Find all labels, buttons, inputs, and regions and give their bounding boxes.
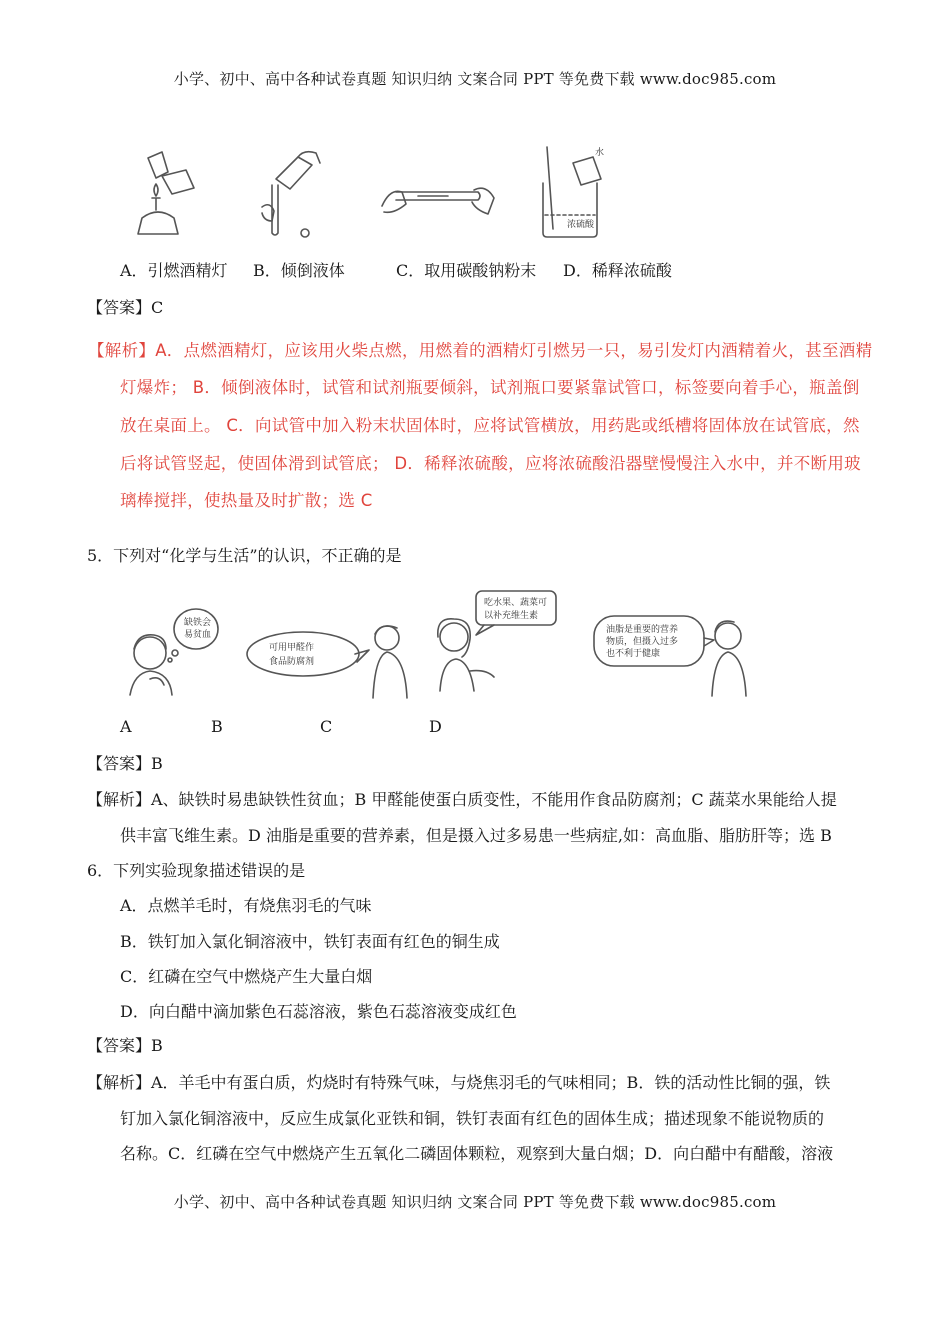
q4-option-c: C．取用碳酸钠粉末: [396, 261, 537, 280]
acid-label: 浓硫酸: [567, 220, 595, 230]
bubble-b-line-1: 可用甲醛作: [269, 643, 315, 653]
q5-label-a: A: [120, 717, 132, 736]
q5-label-b: B: [211, 717, 223, 736]
q5-label-c: C: [320, 717, 333, 736]
bubble-c-line-1: 吃水果、蔬菜可: [484, 598, 548, 608]
bubble-d-line-3: 也不利于健康: [606, 649, 661, 659]
q4-explanation-line-1: 【解析】A．点燃酒精灯，应该用火柴点燃，用燃着的酒精灯引燃另一只，易引发灯内酒精着火，甚至酒精: [88, 341, 873, 360]
figure-alcohol-lamp: [128, 148, 208, 238]
page-footer: 小学、初中、高中各种试卷真题 知识归纳 文案合同 PPT 等免费下载 www.doc985.com: [173, 1193, 777, 1211]
q4-explanation-line-2: 灯爆炸； B．倾倒液体时，试管和试剂瓶要倾斜，试剂瓶口要紧靠试管口，标签要向着手心，瓶盖倒: [120, 378, 860, 397]
q4-explanation-line-5: 璃棒搅拌，使热量及时扩散；选 C: [120, 491, 373, 510]
q5-figure-a: [120, 605, 230, 697]
q4-option-a: A．引燃酒精灯: [120, 261, 228, 280]
q6-explanation-line-2: 钉加入氯化铜溶液中，反应生成氯化亚铁和铜，铁钉表面有红色的固体生成；描述现象不能说物质的: [120, 1109, 825, 1128]
q5-answer: 【答案】B: [87, 754, 163, 773]
q6-option-c: C．红磷在空气中燃烧产生大量白烟: [120, 967, 373, 986]
q4-option-d: D．稀释浓硫酸: [563, 261, 672, 280]
q6-answer: 【答案】B: [87, 1036, 163, 1055]
q5-question: 5．下列对“化学与生活”的认识，不正确的是: [87, 546, 402, 565]
water-label: 水: [595, 148, 605, 158]
figure-pour-liquid: [250, 145, 330, 240]
q5-explanation-line-1: 【解析】A、缺铁时易患缺铁性贫血；B 甲醛能使蛋白质变性，不能用作食品防腐剂；C 蔬菜水果能给人提: [87, 790, 837, 809]
q6-explanation-line-3: 名称。C．红磷在空气中燃烧产生五氧化二磷固体颗粒，观察到大量白烟；D．向白醋中有醋酸，溶液: [120, 1144, 834, 1163]
figure-take-powder: [378, 170, 498, 230]
q6-option-a: A．点燃羊毛时，有烧焦羽毛的气味: [120, 896, 372, 915]
q6-explanation-line-1: 【解析】A．羊毛中有蛋白质，灼烧时有特殊气味，与烧焦羽毛的气味相同；B．铁的活动性比铜的强，铁: [87, 1073, 831, 1092]
bubble-b-line-2: 食品防腐剂: [269, 657, 315, 667]
page-header: 小学、初中、高中各种试卷真题 知识归纳 文案合同 PPT 等免费下载 www.doc985.com: [173, 70, 777, 88]
q5-figure-b: [245, 620, 415, 700]
q6-option-b: B．铁钉加入氯化铜溶液中，铁钉表面有红色的铜生成: [120, 932, 500, 951]
q4-answer: 【答案】C: [87, 298, 164, 317]
q6-option-d: D．向白醋中滴加紫色石蕊溶液，紫色石蕊溶液变成红色: [120, 1002, 517, 1021]
bubble-d-line-1: 油脂是重要的营养: [606, 625, 679, 635]
q6-question: 6．下列实验现象描述错误的是: [87, 861, 306, 880]
bubble-c-line-2: 以补充维生素: [484, 611, 539, 621]
q5-label-d: D: [429, 717, 442, 736]
bubble-a-line-1: 缺铁会: [184, 618, 212, 628]
q5-figure-c: [432, 585, 562, 695]
q4-explanation-line-3: 放在桌面上。 C．向试管中加入粉末状固体时，应将试管横放，用药匙或纸槽将固体放在试管底，然: [120, 416, 860, 435]
q4-explanation-line-4: 后将试管竖起，使固体滑到试管底； D．稀释浓硫酸，应将浓硫酸沿器壁慢慢注入水中，并不断用玻: [120, 454, 861, 473]
q5-explanation-line-2: 供丰富飞维生素。D 油脂是重要的营养素，但是摄入过多易患一些病症,如：高血脂、脂肪肝等；选 B: [120, 826, 832, 845]
bubble-a-line-2: 易贫血: [184, 630, 212, 640]
q5-figure-d: [590, 608, 750, 698]
figure-dilute-acid: [535, 143, 625, 243]
bubble-d-line-2: 物质，但摄入过多: [606, 637, 679, 647]
q4-option-b: B．倾倒液体: [253, 261, 345, 280]
